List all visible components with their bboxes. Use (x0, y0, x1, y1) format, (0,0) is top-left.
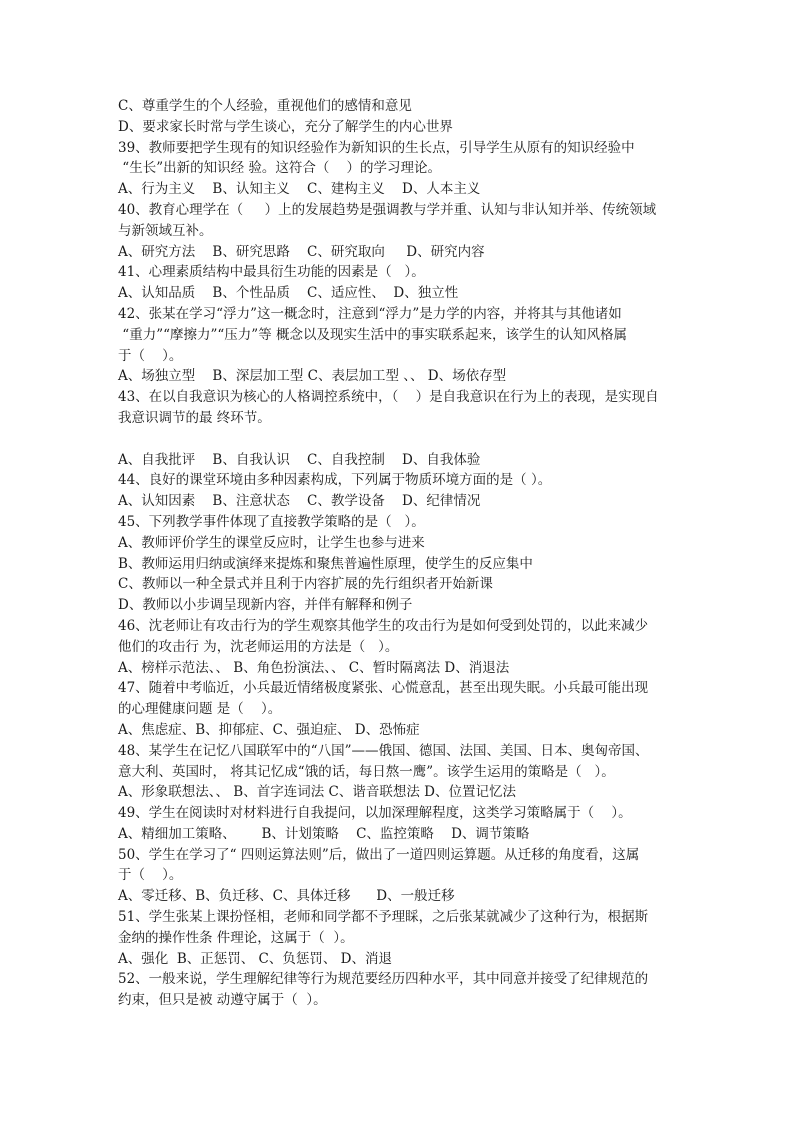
text-line: D、教师以小步调呈现新内容，并伴有解释和例子 (118, 597, 413, 614)
text-line: A、研究方法 B、研究思路 C、研究取向 D、研究内容 (118, 243, 485, 260)
text-line: A、认知因素 B、注意状态 C、教学设备 D、纪律情况 (118, 493, 481, 510)
text-line: 我意识调节的最 终环节。 (118, 409, 271, 426)
text-line: 他们的攻击行 为，沈老师运用的方法是（ ）。 (118, 638, 399, 655)
text-line: 42、张某在学习“浮力”这一概念时，注意到“浮力”是力学的内容，并将其与其他诸如 (118, 305, 622, 322)
text-line: 39、教师要把学生现有的知识经验作为新知识的生长点，引导学生从原有的知识经验中 (118, 139, 635, 156)
text-line: 47、随着中考临近，小兵最近情绪极度紧张、心慌意乱，甚至出现失眠。小兵最可能出现 (118, 680, 649, 697)
text-line: 意大利、英国时， 将其记忆成“饿的话，每日熬一鹰”。该学生运用的策略是（ ）。 (118, 763, 615, 780)
text-line: 44、良好的课堂环境由多种因素构成，下列属于物质环境方面的是（ ）。 (118, 472, 552, 489)
text-line: 于（ ）。 (118, 347, 183, 364)
text-line: D、要求家长时常与学生谈心，充分了解学生的内心世界 (118, 118, 453, 135)
text-line: A、零迁移、B、负迁移、C、具体迁移 D、一般迁移 (118, 888, 455, 905)
text-line: 金纳的操作性条 件理论，这属于（ ）。 (118, 929, 354, 946)
text-line: 于（ ）。 (118, 867, 183, 884)
text-line: 49、学生在阅读时对材料进行自我提问，以加深理解程度，这类学习策略属于（ ）。 (118, 805, 632, 822)
text-line: A、强化 B、正惩罚、 C、负惩罚、 D、消退 (118, 950, 392, 967)
text-line: A、焦虑症、B、抑郁症、C、强迫症、 D、恐怖症 (118, 721, 420, 738)
text-line: 46、沈老师让有攻击行为的学生观察其他学生的攻击行为是如何受到处罚的，以此来减少 (118, 617, 649, 634)
text-line: 51、学生张某上课扮怪相，老师和同学都不予理睬，之后张某就减少了这种行为，根据斯 (118, 909, 649, 926)
text-line: A、精细加工策略、 B、计划策略 C、监控策略 D、调节策略 (118, 825, 530, 842)
text-line: A、形象联想法、、 B、首字连词法 C、谐音联想法 D、位置记忆法 (118, 784, 516, 801)
text-line: A、场独立型 B、深层加工型 C、表层加工型 、、 D、场依存型 (118, 368, 507, 385)
text-line: B、教师运用归纳或演绎来提炼和聚焦普遍性原理，使学生的反应集中 (118, 555, 533, 572)
text-line: A、自我批评 B、自我认识 C、自我控制 D、自我体验 (118, 451, 481, 468)
text-line: A、榜样示范法、、 B、角色扮演法、、 C、暂时隔离法 D、消退法 (118, 659, 510, 676)
text-line: 50、学生在学习了“ 四则运算法则”后，做出了一道四则运算题。从迁移的角度看，这属 (118, 846, 640, 863)
text-line: 约束，但只是被 动遵守属于（ ）。 (118, 992, 327, 1009)
text-line: C、教师以一种全景式并且利于内容扩展的先行组织者开始新课 (118, 576, 493, 593)
blank-line (118, 429, 678, 450)
text-line: A、认知品质 B、个性品质 C、适应性、 D、独立性 (118, 285, 459, 302)
text-line: “生长”出新的知识经 验。这符合（ ）的学习理论。 (118, 160, 442, 177)
text-line: 52、一般来说，学生理解纪律等行为规范要经历四种水平，其中同意并接受了纪律规范的 (118, 971, 649, 988)
text-line: 48、某学生在记忆八国联军中的“八国”——俄国、德国、法国、美国、日本、奥匈帝国、 (118, 742, 649, 759)
text-line: 40、教育心理学在（ ）上的发展趋势是强调教与学并重、认知与非认知并举、传统领域 (118, 201, 657, 218)
text-line: 43、在以自我意识为核心的人格调控系统中，（ ）是自我意识在行为上的表现，是实现自 (118, 389, 659, 406)
text-line: 41、心理素质结构中最具衍生功能的因素是（ ）。 (118, 264, 425, 281)
text-line: A、教师评价学生的课堂反应时，让学生也参与进来 (118, 534, 425, 551)
text-line: 45、下列教学事件体现了直接教学策略的是（ ）。 (118, 513, 425, 530)
text-line: 的心理健康问题 是（ ）。 (118, 701, 282, 718)
question-text-block (118, 96, 678, 1011)
text-line: C、尊重学生的个人经验，重视他们的感情和意见 (118, 98, 412, 114)
text-line: 与新领域互补。 (118, 222, 213, 239)
text-line: “重力”“摩擦力”“压力”等 概念以及现实生活中的事实联系起来，该学生的认知风格属 (118, 326, 627, 343)
text-line: A、行为主义 B、认知主义 C、建构主义 D、人本主义 (118, 181, 481, 198)
